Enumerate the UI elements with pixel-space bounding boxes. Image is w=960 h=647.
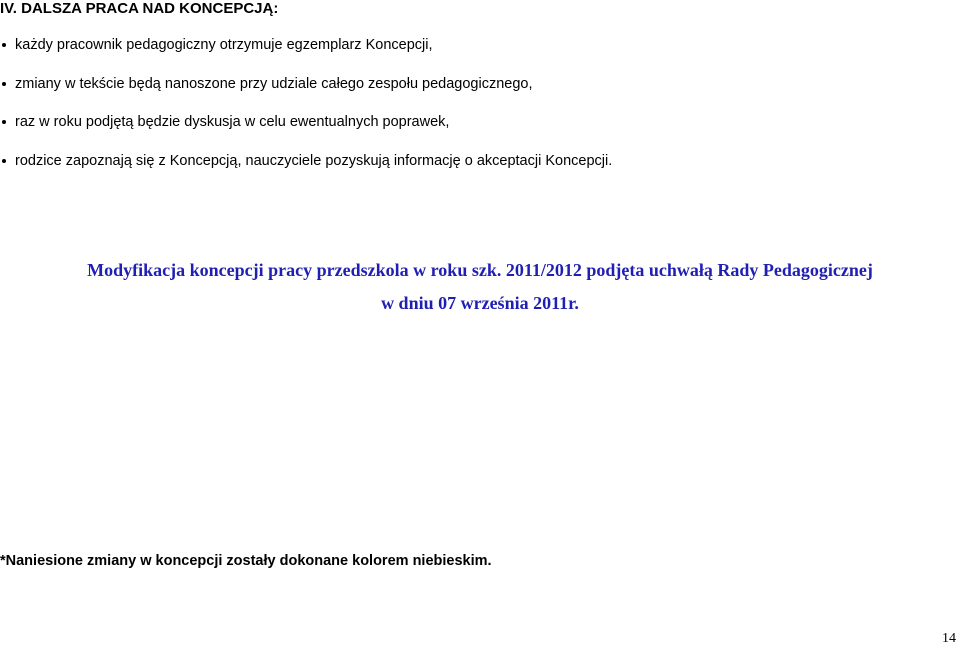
- section-heading: IV. DALSZA PRACA NAD KONCEPCJĄ:: [0, 0, 279, 17]
- bullet-icon: [2, 43, 6, 47]
- modification-note-line2: w dniu 07 września 2011r.: [381, 293, 579, 313]
- bullet-item: [0, 151, 612, 190]
- bullet-item: [0, 112, 612, 151]
- bullet-icon: [2, 159, 6, 163]
- bullet-icon: [2, 82, 6, 86]
- bullet-text: zmiany w tekście będą nanoszone przy udziale całego zespołu pedagogicznego,: [15, 75, 533, 92]
- footnote: *Naniesione zmiany w koncepcji zostały dokonane kolorem niebieskim.: [0, 553, 492, 569]
- bullet-text: każdy pracownik pedagogiczny otrzymuje egzemplarz Koncepcji,: [15, 37, 433, 53]
- bullet-icon: [2, 120, 6, 124]
- bullet-text: raz w roku podjętą będzie dyskusja w celu ewentualnych poprawek,: [15, 114, 450, 130]
- bullet-item: [0, 74, 612, 113]
- bullet-item: [0, 35, 612, 74]
- bullet-text: rodzice zapoznają się z Koncepcją, nauczyciele pozyskują informację o akceptacji Koncepcji.: [15, 152, 613, 169]
- page-number: 14: [942, 631, 956, 646]
- bullet-list: [0, 35, 612, 189]
- modification-note-line1: Modyfikacja koncepcji pracy przedszkola w roku szk. 2011/2012 podjęta uchwałą Rady Pedagogicznej: [87, 260, 873, 280]
